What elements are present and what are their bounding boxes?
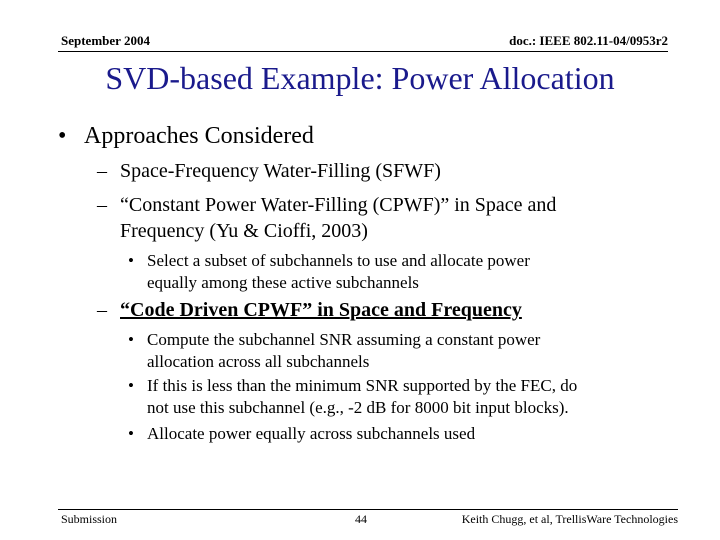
bullet-dot: • [128, 424, 134, 443]
bullet-dot: • [58, 123, 67, 149]
footer-page-number: 44 [355, 512, 367, 526]
dash-marker: – [97, 299, 107, 321]
bullet-dot: • [128, 376, 134, 395]
subsub-threshold-line1: If this is less than the minimum SNR supported by the FEC, do [147, 376, 578, 395]
bullet-main-text: Approaches Considered [84, 123, 314, 149]
header-doc-id: doc.: IEEE 802.11-04/0953r2 [509, 33, 668, 48]
bullet-dot: • [128, 251, 134, 270]
dash-marker: – [97, 194, 107, 216]
subbullet-cpwf-line2: Frequency (Yu & Cioffi, 2003) [120, 220, 368, 242]
subsub-compute-line2: allocation across all subchannels [147, 352, 370, 371]
subbullet-code-driven-text: “Code Driven CPWF” in Space and Frequency [120, 299, 522, 321]
subsub-threshold-line2: not use this subchannel (e.g., -2 dB for 8000 bit input blocks). [147, 398, 569, 417]
subbullet-cpwf-line1: “Constant Power Water-Filling (CPWF)” in Space and [120, 194, 557, 216]
footer-divider [58, 509, 678, 510]
header-date: September 2004 [61, 33, 150, 48]
subsub-allocate-text: Allocate power equally across subchannels used [147, 424, 476, 443]
footer-author: Keith Chugg, et al, TrellisWare Technologies [461, 512, 678, 526]
subsub-cpwf-line2: equally among these active subchannels [147, 273, 419, 292]
slide-title: SVD-based Example: Power Allocation [105, 60, 615, 96]
header-divider [58, 51, 668, 52]
bullet-dot: • [128, 330, 134, 349]
subsub-cpwf-line1: Select a subset of subchannels to use and allocate power [147, 251, 530, 270]
subsub-compute-line1: Compute the subchannel SNR assuming a constant power [147, 330, 541, 349]
subbullet-sfwf-text: Space-Frequency Water-Filling (SFWF) [120, 160, 441, 182]
dash-marker: – [97, 160, 107, 182]
footer-submission: Submission [61, 512, 118, 526]
